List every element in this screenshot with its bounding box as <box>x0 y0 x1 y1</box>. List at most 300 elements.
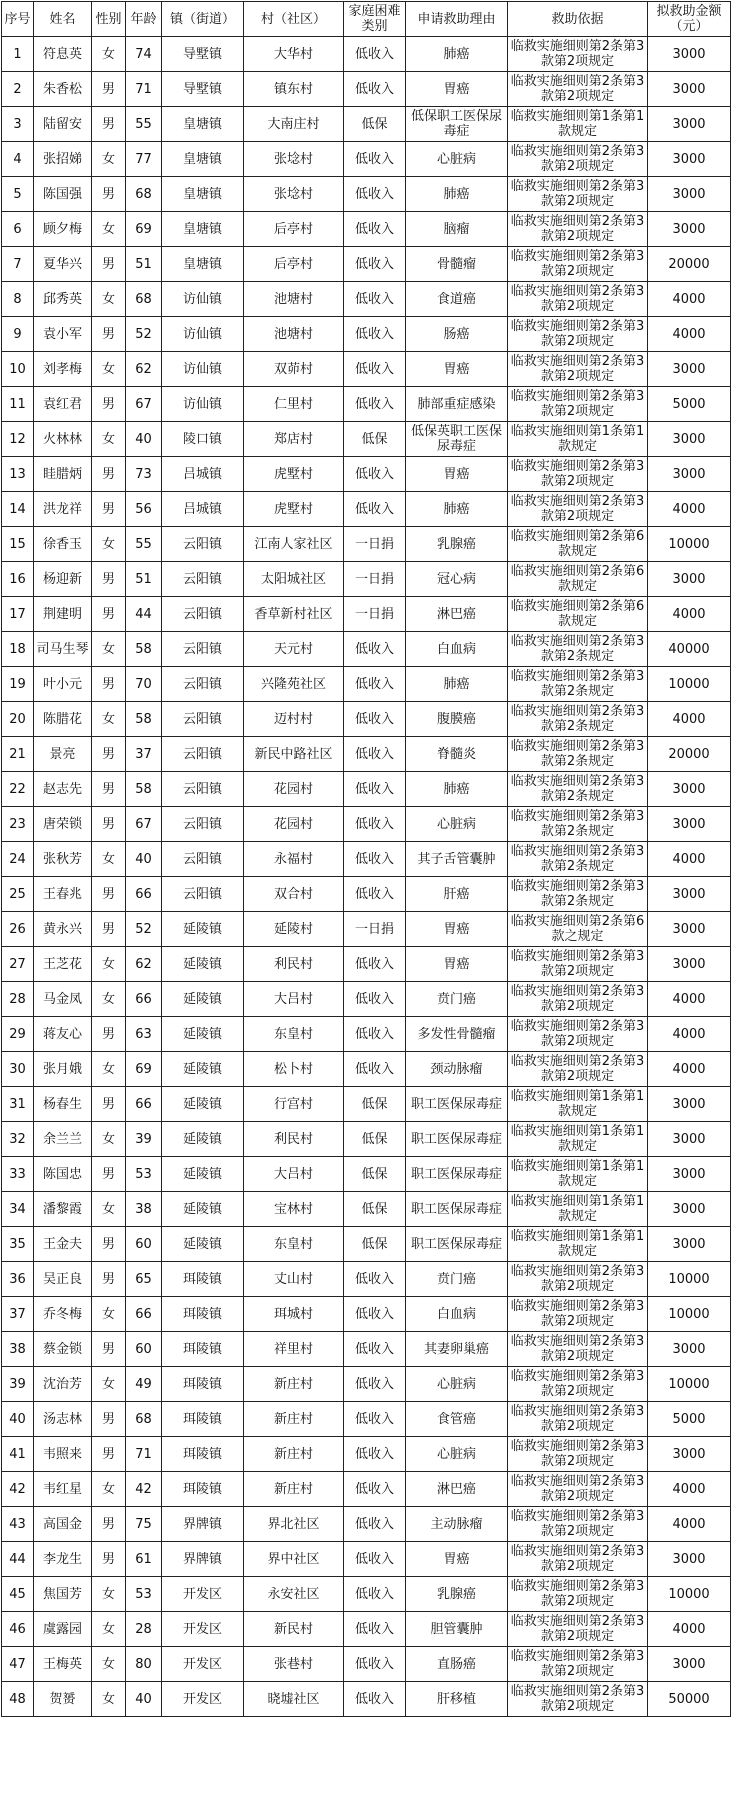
cell-amount: 3000 <box>648 947 731 982</box>
cell-amount: 3000 <box>648 1087 731 1122</box>
cell-category: 低收入 <box>344 1437 406 1472</box>
cell-category: 低保 <box>344 1192 406 1227</box>
cell-reason: 胃癌 <box>406 352 508 387</box>
cell-basis: 临救实施细则第2条第3款第2条规定 <box>508 737 648 772</box>
cell-amount: 4000 <box>648 492 731 527</box>
cell-index: 17 <box>2 597 34 632</box>
cell-age: 80 <box>126 1647 162 1682</box>
cell-age: 69 <box>126 1052 162 1087</box>
cell-index: 14 <box>2 492 34 527</box>
cell-amount: 3000 <box>648 1437 731 1472</box>
cell-village: 新庄村 <box>244 1402 344 1437</box>
cell-basis: 临救实施细则第2条第3款第2项规定 <box>508 212 648 247</box>
cell-age: 52 <box>126 317 162 352</box>
cell-reason: 颈动脉瘤 <box>406 1052 508 1087</box>
cell-name: 叶小元 <box>34 667 92 702</box>
cell-reason: 食管癌 <box>406 1402 508 1437</box>
cell-name: 徐香玉 <box>34 527 92 562</box>
table-row <box>2 1367 731 1402</box>
cell-reason: 食道癌 <box>406 282 508 317</box>
cell-reason: 脊髓炎 <box>406 737 508 772</box>
cell-reason: 淋巴癌 <box>406 1472 508 1507</box>
cell-index: 37 <box>2 1297 34 1332</box>
cell-amount: 4000 <box>648 1472 731 1507</box>
cell-town: 访仙镇 <box>162 387 244 422</box>
cell-index: 7 <box>2 247 34 282</box>
table-row <box>2 1157 731 1192</box>
header-basis: 救助依据 <box>508 2 648 37</box>
table-row <box>2 457 731 492</box>
cell-gender: 女 <box>92 947 126 982</box>
cell-age: 67 <box>126 387 162 422</box>
cell-age: 55 <box>126 107 162 142</box>
cell-village: 珥城村 <box>244 1297 344 1332</box>
cell-age: 58 <box>126 772 162 807</box>
cell-town: 云阳镇 <box>162 772 244 807</box>
cell-gender: 男 <box>92 1437 126 1472</box>
cell-category: 低收入 <box>344 387 406 422</box>
cell-town: 延陵镇 <box>162 1052 244 1087</box>
cell-amount: 10000 <box>648 667 731 702</box>
cell-category: 低保 <box>344 1087 406 1122</box>
cell-age: 63 <box>126 1017 162 1052</box>
cell-basis: 临救实施细则第2条第3款第2项规定 <box>508 282 648 317</box>
cell-village: 张巷村 <box>244 1647 344 1682</box>
cell-age: 28 <box>126 1612 162 1647</box>
cell-village: 新民村 <box>244 1612 344 1647</box>
cell-basis: 临救实施细则第2条第3款第2项规定 <box>508 1017 648 1052</box>
cell-gender: 男 <box>92 1157 126 1192</box>
cell-name: 王春兆 <box>34 877 92 912</box>
table-row <box>2 1472 731 1507</box>
cell-village: 花园村 <box>244 807 344 842</box>
cell-name: 黄永兴 <box>34 912 92 947</box>
cell-basis: 临救实施细则第2条第3款第2项规定 <box>508 1507 648 1542</box>
cell-index: 44 <box>2 1542 34 1577</box>
cell-gender: 女 <box>92 1472 126 1507</box>
cell-reason: 肝移植 <box>406 1682 508 1717</box>
cell-basis: 临救实施细则第2条第3款第2项规定 <box>508 352 648 387</box>
cell-reason: 职工医保尿毒症 <box>406 1227 508 1262</box>
cell-basis: 临救实施细则第2条第3款第2项规定 <box>508 982 648 1017</box>
cell-town: 珥陵镇 <box>162 1262 244 1297</box>
cell-category: 低收入 <box>344 737 406 772</box>
cell-village: 新庄村 <box>244 1472 344 1507</box>
cell-basis: 临救实施细则第2条第3款第2项规定 <box>508 387 648 422</box>
cell-age: 53 <box>126 1577 162 1612</box>
cell-category: 低收入 <box>344 1297 406 1332</box>
cell-village: 永安社区 <box>244 1577 344 1612</box>
cell-basis: 临救实施细则第2条第3款第2项规定 <box>508 177 648 212</box>
cell-village: 丈山村 <box>244 1262 344 1297</box>
table-row <box>2 72 731 107</box>
cell-category: 一日捐 <box>344 527 406 562</box>
cell-reason: 白血病 <box>406 632 508 667</box>
table-row <box>2 212 731 247</box>
cell-age: 66 <box>126 877 162 912</box>
table-row <box>2 1262 731 1297</box>
cell-village: 张埝村 <box>244 142 344 177</box>
cell-name: 陈腊花 <box>34 702 92 737</box>
cell-category: 低收入 <box>344 842 406 877</box>
cell-name: 唐荣锁 <box>34 807 92 842</box>
cell-basis: 临救实施细则第1条第1款规定 <box>508 422 648 457</box>
cell-index: 25 <box>2 877 34 912</box>
cell-basis: 临救实施细则第1条第1款规定 <box>508 1122 648 1157</box>
table-row <box>2 177 731 212</box>
cell-index: 18 <box>2 632 34 667</box>
cell-village: 东皇村 <box>244 1017 344 1052</box>
cell-category: 低收入 <box>344 1052 406 1087</box>
cell-age: 67 <box>126 807 162 842</box>
cell-name: 司马生琴 <box>34 632 92 667</box>
cell-village: 池塘村 <box>244 282 344 317</box>
cell-town: 云阳镇 <box>162 667 244 702</box>
cell-age: 39 <box>126 1122 162 1157</box>
cell-basis: 临救实施细则第2条第3款第2项规定 <box>508 1402 648 1437</box>
cell-category: 低收入 <box>344 1332 406 1367</box>
cell-reason: 多发性骨髓瘤 <box>406 1017 508 1052</box>
table-row <box>2 37 731 72</box>
cell-name: 刘孝梅 <box>34 352 92 387</box>
cell-basis: 临救实施细则第2条第3款第2条规定 <box>508 842 648 877</box>
cell-village: 迈村村 <box>244 702 344 737</box>
table-row <box>2 1682 731 1717</box>
cell-reason: 胆管囊肿 <box>406 1612 508 1647</box>
cell-reason: 肠癌 <box>406 317 508 352</box>
cell-basis: 临救实施细则第2条第3款第2项规定 <box>508 1367 648 1402</box>
cell-age: 60 <box>126 1227 162 1262</box>
cell-town: 访仙镇 <box>162 317 244 352</box>
cell-gender: 男 <box>92 107 126 142</box>
cell-name: 袁红君 <box>34 387 92 422</box>
cell-gender: 男 <box>92 877 126 912</box>
cell-village: 松卜村 <box>244 1052 344 1087</box>
cell-amount: 3000 <box>648 212 731 247</box>
cell-age: 58 <box>126 702 162 737</box>
cell-index: 21 <box>2 737 34 772</box>
cell-village: 大南庄村 <box>244 107 344 142</box>
cell-name: 潘黎霞 <box>34 1192 92 1227</box>
cell-basis: 临救实施细则第2条第3款第2项规定 <box>508 1577 648 1612</box>
cell-age: 66 <box>126 982 162 1017</box>
cell-category: 低收入 <box>344 947 406 982</box>
cell-gender: 男 <box>92 772 126 807</box>
cell-category: 低收入 <box>344 807 406 842</box>
cell-village: 新民中路社区 <box>244 737 344 772</box>
cell-gender: 女 <box>92 527 126 562</box>
cell-index: 33 <box>2 1157 34 1192</box>
cell-index: 36 <box>2 1262 34 1297</box>
cell-index: 20 <box>2 702 34 737</box>
cell-age: 40 <box>126 842 162 877</box>
cell-amount: 50000 <box>648 1682 731 1717</box>
cell-age: 65 <box>126 1262 162 1297</box>
cell-reason: 乳腺癌 <box>406 527 508 562</box>
cell-reason: 职工医保尿毒症 <box>406 1087 508 1122</box>
cell-gender: 男 <box>92 1507 126 1542</box>
cell-age: 71 <box>126 1437 162 1472</box>
cell-name: 王梅英 <box>34 1647 92 1682</box>
header-index: 序号 <box>2 2 34 37</box>
cell-name: 夏华兴 <box>34 247 92 282</box>
cell-reason: 主动脉瘤 <box>406 1507 508 1542</box>
cell-reason: 肺癌 <box>406 177 508 212</box>
cell-town: 延陵镇 <box>162 947 244 982</box>
cell-index: 29 <box>2 1017 34 1052</box>
cell-reason: 心脏病 <box>406 142 508 177</box>
cell-age: 52 <box>126 912 162 947</box>
cell-reason: 肺癌 <box>406 37 508 72</box>
cell-gender: 女 <box>92 1122 126 1157</box>
cell-index: 1 <box>2 37 34 72</box>
cell-village: 江南人家社区 <box>244 527 344 562</box>
cell-gender: 女 <box>92 37 126 72</box>
cell-basis: 临救实施细则第2条第3款第2项规定 <box>508 1647 648 1682</box>
cell-category: 低收入 <box>344 72 406 107</box>
cell-reason: 贲门癌 <box>406 982 508 1017</box>
cell-category: 低收入 <box>344 632 406 667</box>
cell-basis: 临救实施细则第2条第3款第2项规定 <box>508 1332 648 1367</box>
cell-town: 皇塘镇 <box>162 212 244 247</box>
cell-category: 低收入 <box>344 1577 406 1612</box>
cell-amount: 10000 <box>648 1262 731 1297</box>
cell-amount: 3000 <box>648 807 731 842</box>
cell-village: 后亭村 <box>244 247 344 282</box>
cell-age: 51 <box>126 247 162 282</box>
cell-amount: 4000 <box>648 1507 731 1542</box>
table-row <box>2 807 731 842</box>
header-village: 村（社区） <box>244 2 344 37</box>
cell-basis: 临救实施细则第2条第3款第2项规定 <box>508 492 648 527</box>
header-hardship-category: 家庭困难类别 <box>344 2 406 37</box>
table-row <box>2 142 731 177</box>
cell-name: 陈国强 <box>34 177 92 212</box>
cell-index: 15 <box>2 527 34 562</box>
cell-basis: 临救实施细则第2条第6款之规定 <box>508 912 648 947</box>
cell-basis: 临救实施细则第1条第1款规定 <box>508 107 648 142</box>
cell-index: 30 <box>2 1052 34 1087</box>
cell-basis: 临救实施细则第2条第3款第2条规定 <box>508 772 648 807</box>
cell-amount: 3000 <box>648 1157 731 1192</box>
cell-category: 低收入 <box>344 982 406 1017</box>
cell-town: 开发区 <box>162 1647 244 1682</box>
table-row <box>2 912 731 947</box>
table-row <box>2 1297 731 1332</box>
table-row <box>2 1122 731 1157</box>
cell-town: 导墅镇 <box>162 37 244 72</box>
cell-reason: 低保英职工医保尿毒症 <box>406 422 508 457</box>
cell-gender: 男 <box>92 562 126 597</box>
cell-reason: 骨髓瘤 <box>406 247 508 282</box>
cell-reason: 冠心病 <box>406 562 508 597</box>
cell-village: 太阳城社区 <box>244 562 344 597</box>
cell-reason: 肺癌 <box>406 772 508 807</box>
header-name: 姓名 <box>34 2 92 37</box>
cell-index: 27 <box>2 947 34 982</box>
cell-gender: 女 <box>92 632 126 667</box>
cell-gender: 男 <box>92 177 126 212</box>
cell-category: 低收入 <box>344 457 406 492</box>
cell-name: 洪龙祥 <box>34 492 92 527</box>
cell-age: 56 <box>126 492 162 527</box>
cell-gender: 男 <box>92 1227 126 1262</box>
cell-age: 77 <box>126 142 162 177</box>
cell-gender: 男 <box>92 667 126 702</box>
cell-town: 皇塘镇 <box>162 247 244 282</box>
cell-village: 大吕村 <box>244 982 344 1017</box>
cell-basis: 临救实施细则第2条第3款第2项规定 <box>508 317 648 352</box>
cell-village: 仁里村 <box>244 387 344 422</box>
cell-basis: 临救实施细则第2条第3款第2条规定 <box>508 702 648 737</box>
cell-basis: 临救实施细则第2条第3款第2条规定 <box>508 667 648 702</box>
cell-name: 杨春生 <box>34 1087 92 1122</box>
cell-basis: 临救实施细则第2条第3款第2项规定 <box>508 457 648 492</box>
cell-age: 70 <box>126 667 162 702</box>
cell-reason: 胃癌 <box>406 947 508 982</box>
cell-gender: 女 <box>92 1192 126 1227</box>
cell-town: 云阳镇 <box>162 877 244 912</box>
cell-town: 云阳镇 <box>162 737 244 772</box>
header-gender: 性别 <box>92 2 126 37</box>
cell-name: 荆建明 <box>34 597 92 632</box>
cell-village: 新庄村 <box>244 1367 344 1402</box>
cell-reason: 心脏病 <box>406 1367 508 1402</box>
cell-index: 13 <box>2 457 34 492</box>
cell-index: 16 <box>2 562 34 597</box>
cell-reason: 肺癌 <box>406 492 508 527</box>
cell-gender: 女 <box>92 1052 126 1087</box>
cell-name: 袁小军 <box>34 317 92 352</box>
cell-category: 低保 <box>344 1122 406 1157</box>
cell-index: 34 <box>2 1192 34 1227</box>
cell-age: 42 <box>126 1472 162 1507</box>
cell-gender: 男 <box>92 1332 126 1367</box>
table-row <box>2 1577 731 1612</box>
cell-category: 低收入 <box>344 1402 406 1437</box>
cell-name: 李龙生 <box>34 1542 92 1577</box>
cell-basis: 临救实施细则第2条第3款第2项规定 <box>508 1297 648 1332</box>
table-row <box>2 282 731 317</box>
cell-village: 镇东村 <box>244 72 344 107</box>
cell-category: 低收入 <box>344 352 406 387</box>
table-row <box>2 317 731 352</box>
table-row <box>2 1017 731 1052</box>
cell-category: 低收入 <box>344 247 406 282</box>
cell-town: 云阳镇 <box>162 527 244 562</box>
cell-amount: 4000 <box>648 702 731 737</box>
cell-index: 40 <box>2 1402 34 1437</box>
cell-town: 延陵镇 <box>162 1087 244 1122</box>
cell-age: 66 <box>126 1087 162 1122</box>
cell-reason: 乳腺癌 <box>406 1577 508 1612</box>
cell-gender: 男 <box>92 247 126 282</box>
cell-gender: 男 <box>92 1542 126 1577</box>
cell-amount: 3000 <box>648 422 731 457</box>
cell-index: 4 <box>2 142 34 177</box>
cell-town: 界牌镇 <box>162 1542 244 1577</box>
cell-amount: 3000 <box>648 1122 731 1157</box>
cell-age: 58 <box>126 632 162 667</box>
cell-category: 低收入 <box>344 282 406 317</box>
cell-town: 皇塘镇 <box>162 107 244 142</box>
cell-reason: 职工医保尿毒症 <box>406 1122 508 1157</box>
cell-basis: 临救实施细则第1条第1款规定 <box>508 1087 648 1122</box>
cell-amount: 3000 <box>648 107 731 142</box>
cell-reason: 胃癌 <box>406 1542 508 1577</box>
cell-basis: 临救实施细则第1条第1款规定 <box>508 1192 648 1227</box>
cell-town: 云阳镇 <box>162 597 244 632</box>
cell-amount: 4000 <box>648 282 731 317</box>
cell-category: 低收入 <box>344 1017 406 1052</box>
cell-index: 8 <box>2 282 34 317</box>
cell-reason: 其子舌管囊肿 <box>406 842 508 877</box>
header-row <box>2 2 731 37</box>
cell-index: 3 <box>2 107 34 142</box>
cell-village: 宝林村 <box>244 1192 344 1227</box>
cell-age: 62 <box>126 352 162 387</box>
cell-reason: 心脏病 <box>406 1437 508 1472</box>
cell-town: 云阳镇 <box>162 562 244 597</box>
cell-age: 37 <box>126 737 162 772</box>
table-row <box>2 1227 731 1262</box>
table-row <box>2 597 731 632</box>
cell-name: 景亮 <box>34 737 92 772</box>
cell-index: 11 <box>2 387 34 422</box>
cell-basis: 临救实施细则第1条第1款规定 <box>508 1157 648 1192</box>
table-row <box>2 1647 731 1682</box>
cell-name: 余兰兰 <box>34 1122 92 1157</box>
cell-village: 兴隆苑社区 <box>244 667 344 702</box>
cell-age: 55 <box>126 527 162 562</box>
cell-category: 低收入 <box>344 1472 406 1507</box>
cell-index: 38 <box>2 1332 34 1367</box>
cell-age: 68 <box>126 282 162 317</box>
cell-name: 张秋芳 <box>34 842 92 877</box>
cell-category: 低收入 <box>344 177 406 212</box>
table-row <box>2 422 731 457</box>
cell-gender: 女 <box>92 1367 126 1402</box>
cell-name: 王金夫 <box>34 1227 92 1262</box>
cell-category: 低保 <box>344 1157 406 1192</box>
cell-index: 42 <box>2 1472 34 1507</box>
table-row <box>2 1612 731 1647</box>
cell-basis: 临救实施细则第2条第6款规定 <box>508 562 648 597</box>
cell-gender: 男 <box>92 492 126 527</box>
cell-town: 云阳镇 <box>162 702 244 737</box>
cell-town: 延陵镇 <box>162 1227 244 1262</box>
header-amount: 拟救助金额（元） <box>648 2 731 37</box>
cell-amount: 3000 <box>648 772 731 807</box>
table-row <box>2 247 731 282</box>
cell-gender: 女 <box>92 702 126 737</box>
cell-amount: 20000 <box>648 737 731 772</box>
cell-category: 一日捐 <box>344 562 406 597</box>
cell-town: 云阳镇 <box>162 632 244 667</box>
cell-category: 低收入 <box>344 142 406 177</box>
cell-village: 东皇村 <box>244 1227 344 1262</box>
cell-village: 延陵村 <box>244 912 344 947</box>
cell-index: 28 <box>2 982 34 1017</box>
cell-town: 延陵镇 <box>162 912 244 947</box>
cell-category: 低收入 <box>344 37 406 72</box>
table-row <box>2 1507 731 1542</box>
table-row <box>2 1332 731 1367</box>
cell-category: 低收入 <box>344 1367 406 1402</box>
cell-town: 珥陵镇 <box>162 1472 244 1507</box>
cell-index: 46 <box>2 1612 34 1647</box>
cell-town: 吕城镇 <box>162 492 244 527</box>
